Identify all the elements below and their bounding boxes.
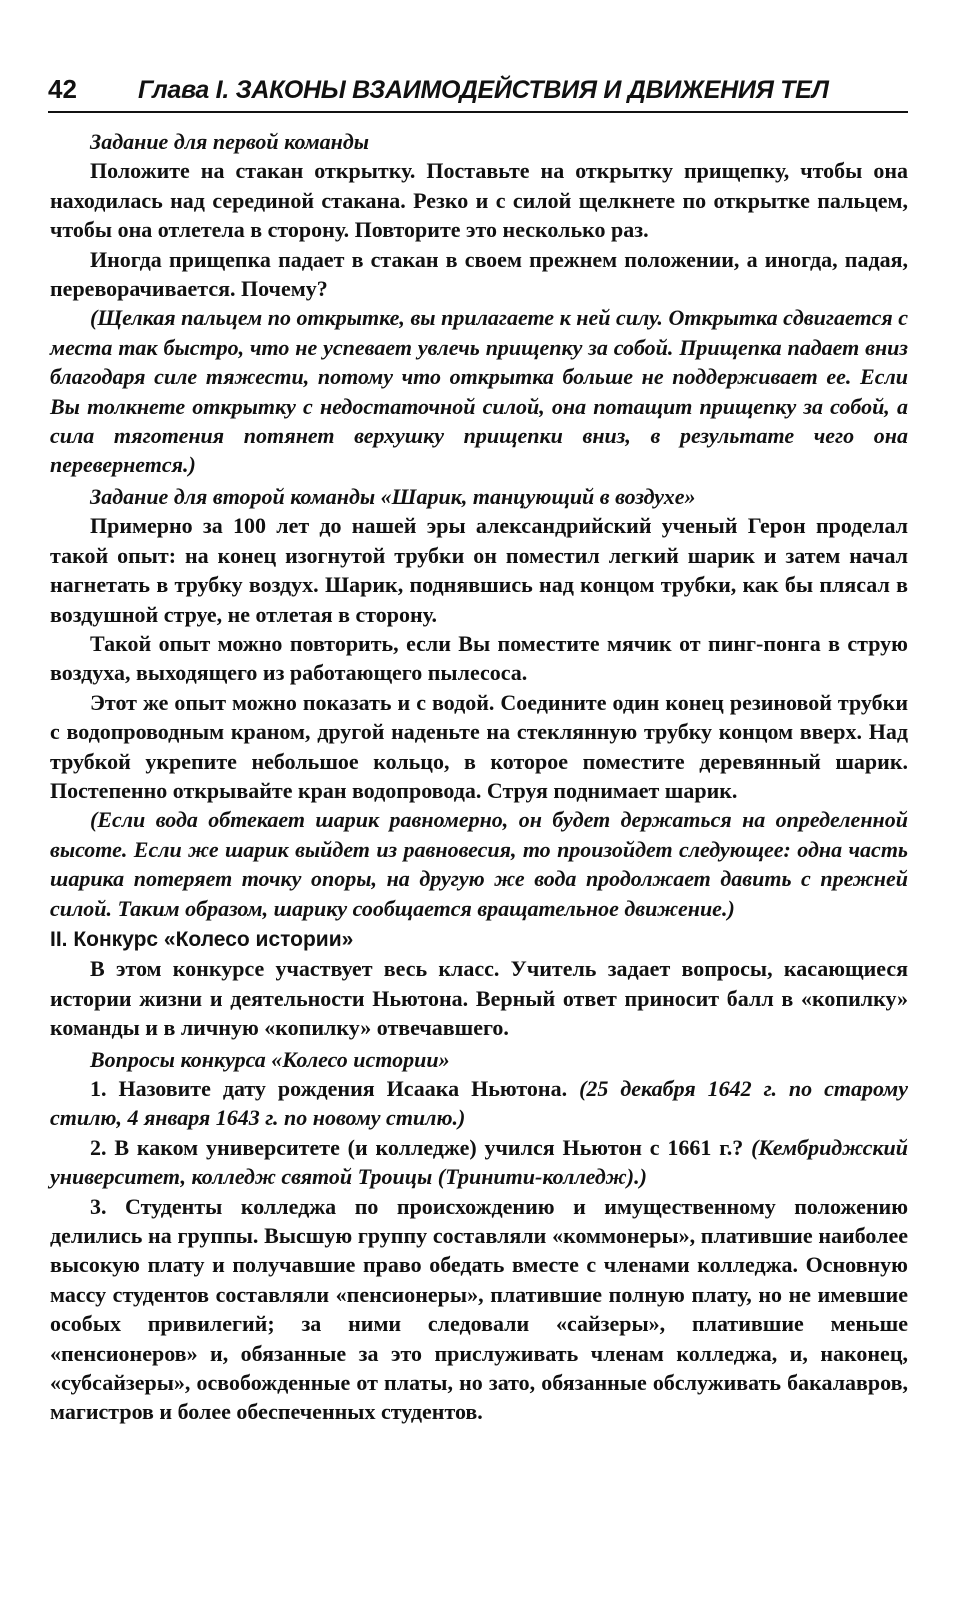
question-1-text: 1. Назовите дату рождения Исаака Ньютона. <box>90 1076 568 1101</box>
task2-paragraph-2: Такой опыт можно повторить, если Вы поместите мячик от пинг-понга в струю воздуха, выходящего из работающего пылесоса. <box>50 630 908 686</box>
question-3: 3. Студенты колледжа по происхождению и имущественному положению делились на группы. Высшую группу составляли «коммонеры», платившие наиболее высокую плату и получавшие право обедать вместе с членами колледжа. Основную массу студентов составляли «пенсионеры», платившие полную плату, но не имевшие особых привилегий; за ними следовали «сайзеры», платившие меньше «пенсионеров» и, обязанные за это прислуживать членам колледжа, и, наконец, «субсайзеры», освобожденные от платы, но зато, обязанные обслуживать бакалавров, магистров и более обеспеченных студентов. <box>50 1193 908 1425</box>
questions-heading: Вопросы конкурса «Колесо истории» <box>90 1046 450 1072</box>
running-title: Глава I. ЗАКОНЫ ВЗАИМОДЕЙСТВИЯ И ДВИЖЕНИЯ ТЕЛ <box>138 76 829 104</box>
task1-answer: (Щелкая пальцем по открытке, вы прилагаете к ней силу. Открытка сдвигается с места так быстро, что не успевает увлечь прищепку за собой. Прищепка падает вниз благодаря силе тяжести, потому что открытка больше не поддерживает ее. Если Вы толкнете открытку с недостаточной силой, она потащит прищепку за собой, а сила тяготения потянет верхушку прищепки вниз, в результате чего она перевернется.) <box>50 305 908 478</box>
page-content <box>48 127 908 1427</box>
contest-heading: II. Конкурс «Колесо истории» <box>50 927 354 951</box>
question-2 <box>50 1133 908 1192</box>
task1-heading: Задание для первой команды <box>90 129 370 154</box>
question-1-answer: (25 декабря 1642 г. по старому стилю, 4 января 1643 г. по новому стилю.) <box>50 1076 909 1131</box>
page-number: 42 <box>48 74 77 104</box>
task2-heading: Задание для второй команды «Шарик, танцующий в воздухе» <box>90 483 696 509</box>
task1-paragraph-2: Иногда прищепка падает в стакан в своем прежнем положении, а иногда, падая, переворачивается. Почему? <box>50 246 908 302</box>
task1-paragraph-1: Положите на стакан открытку. Поставьте на открытку прищепку, чтобы она находилась над серединой стакана. Резко и с силой щелкнете по открытке пальцем, чтобы она отлетела в сторону. Повторите это несколько раз. <box>50 158 908 243</box>
contest-paragraph: В этом конкурсе участвует весь класс. Учитель задает вопросы, касающиеся истории жизни и деятельности Ньютона. Верный ответ приносит балл в «копилку» команды и в личную «копилку» отвечавшего. <box>50 956 908 1041</box>
question-2-answer: (Кембриджский университет, колледж святой Троицы (Тринити-колледж).) <box>50 1134 909 1190</box>
question-1 <box>50 1074 908 1133</box>
task2-paragraph-3: Этот же опыт можно показать и с водой. Соедините один конец резиновой трубки с водопроводным краном, другой наденьте на стеклянную трубку концом вверх. Над трубкой укрепите небольшое кольцо, в которое поместите деревянный шарик. Постепенно открывайте кран водопровода. Струя поднимает шарик. <box>50 689 908 803</box>
question-2-text: 2. В каком университете (и колледже) учился Ньютон с 1661 г.? <box>90 1134 744 1160</box>
task2-answer: (Если вода обтекает шарик равномерно, он будет держаться на определенной высоте. Если же шарик выйдет из равновесия, то произойдет следующее: одна часть шарика потеряет точку опоры, на другую же вода продолжает давить с прежней силой. Таким образом, шарику сообщается вращательное движение.) <box>50 807 908 921</box>
task2-paragraph-1: Примерно за 100 лет до нашей эры александрийский ученый Герон проделал такой опыт: на конец изогнутой трубки он поместил легкий шарик и затем начал нагнетать в трубку воздух. Шарик, поднявшись над концом трубки, как бы плясал в воздушной струе, не отлетая в сторону. <box>50 513 908 627</box>
page-header <box>48 74 908 113</box>
